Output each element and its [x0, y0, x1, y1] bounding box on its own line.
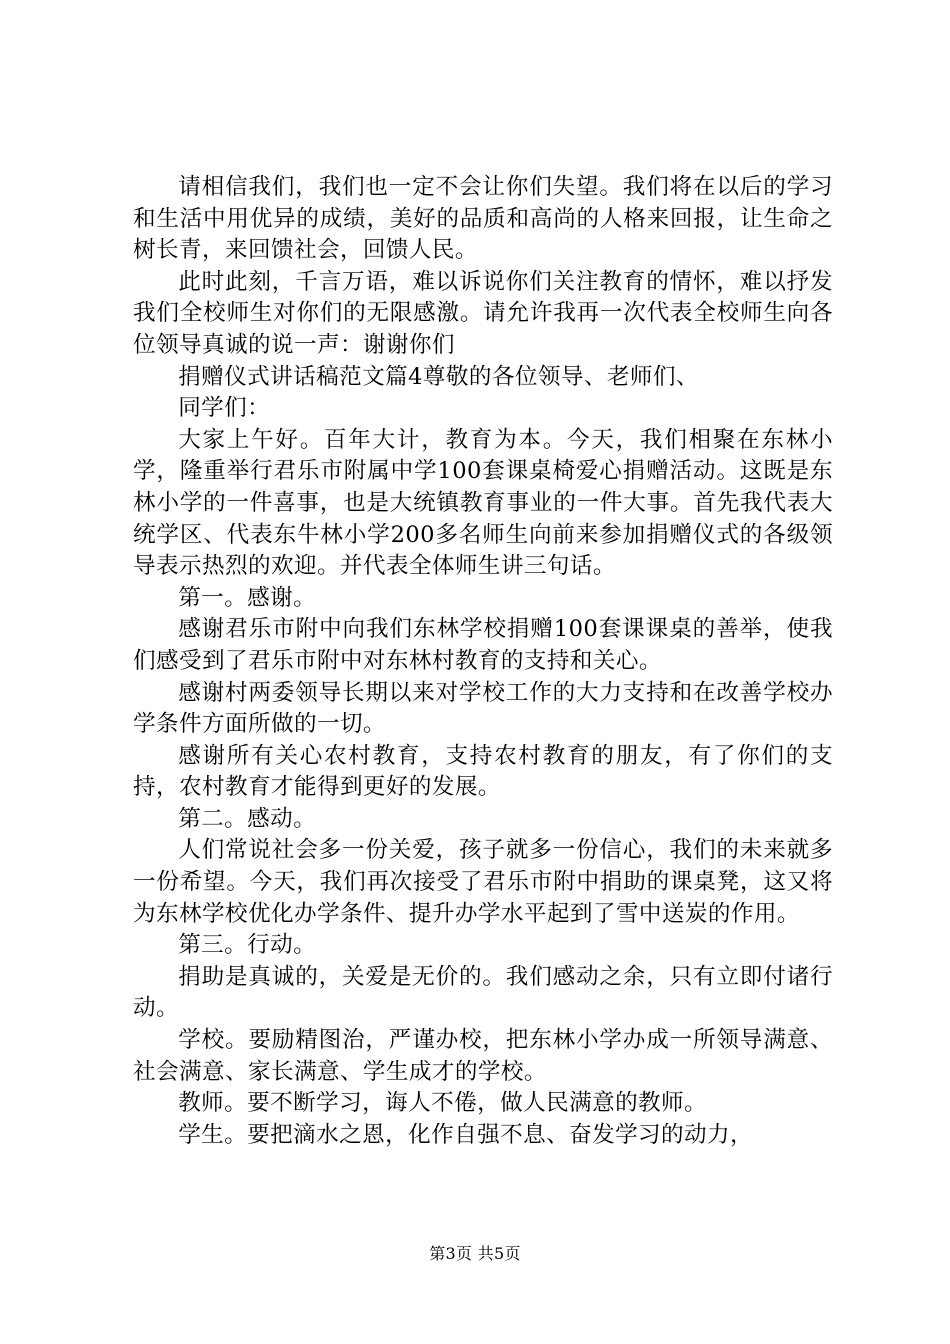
page-number: 第3页 共5页: [429, 1244, 521, 1263]
paragraph: 感谢所有关心农村教育，支持农村教育的朋友，有了你们的支持，农村教育才能得到更好的发展。: [133, 742, 833, 801]
paragraph: 同学们：: [178, 395, 271, 422]
page-footer: [0, 1244, 950, 1264]
paragraph: 捐赠仪式讲话稿范文篇4尊敬的各位领导、老师们、: [178, 363, 699, 390]
paragraph: 此时此刻，千言万语，难以诉说你们关注教育的情怀，难以抒发我们全校师生对你们的无限感激。请允许我再一次代表全校师生向各位领导真诚的说一声：谢谢你们: [133, 268, 833, 358]
paragraph: 大家上午好。百年大计，教育为本。今天，我们相聚在东林小学，隆重举行君乐市附属中学100套课桌椅爱心捐赠活动。这既是东林小学的一件喜事，也是大统镇教育事业的一件大事。首先我代表大统学区、代表东牛林小学200多名师生向前来参加捐赠仪式的各级领导表示热烈的欢迎。并代表全体师生讲三句话。: [133, 426, 833, 580]
paragraph: 感谢君乐市附中向我们东林学校捐赠100套课课桌的善举，使我们感受到了君乐市附中对东林村教育的支持和关心。: [133, 616, 833, 674]
paragraph: 请相信我们，我们也一定不会让你们失望。我们将在以后的学习和生活中用优异的成绩，美好的品质和高尚的人格来回报，让生命之树长青，来回馈社会，回馈人民。: [133, 174, 833, 264]
paragraph: 教师。要不断学习，诲人不倦，做人民满意的教师。: [178, 1090, 708, 1117]
paragraph: 捐助是真诚的，关爱是无价的。我们感动之余，只有立即付诸行动。: [133, 963, 833, 1022]
paragraph: 学生。要把滴水之恩，化作自强不息、奋发学习的动力，: [178, 1121, 754, 1148]
section-heading: 第一。感谢。: [178, 584, 317, 611]
section-heading: 第三。行动。: [178, 932, 317, 959]
document-body: [133, 172, 833, 1151]
paragraph: 感谢村两委领导长期以来对学校工作的大力支持和在改善学校办学条件方面所做的一切。: [133, 679, 833, 738]
section-heading: 第二。感动。: [178, 805, 317, 832]
paragraph: 人们常说社会多一份关爱，孩子就多一份信心，我们的未来就多一份希望。今天，我们再次接受了君乐市附中捐助的课桌凳，这又将为东林学校优化办学条件、提升办学水平起到了雪中送炭的作用。: [133, 837, 833, 927]
paragraph: 学校。要励精图治，严谨办校，把东林小学办成一所领导满意、社会满意、家长满意、学生成才的学校。: [133, 1027, 833, 1085]
